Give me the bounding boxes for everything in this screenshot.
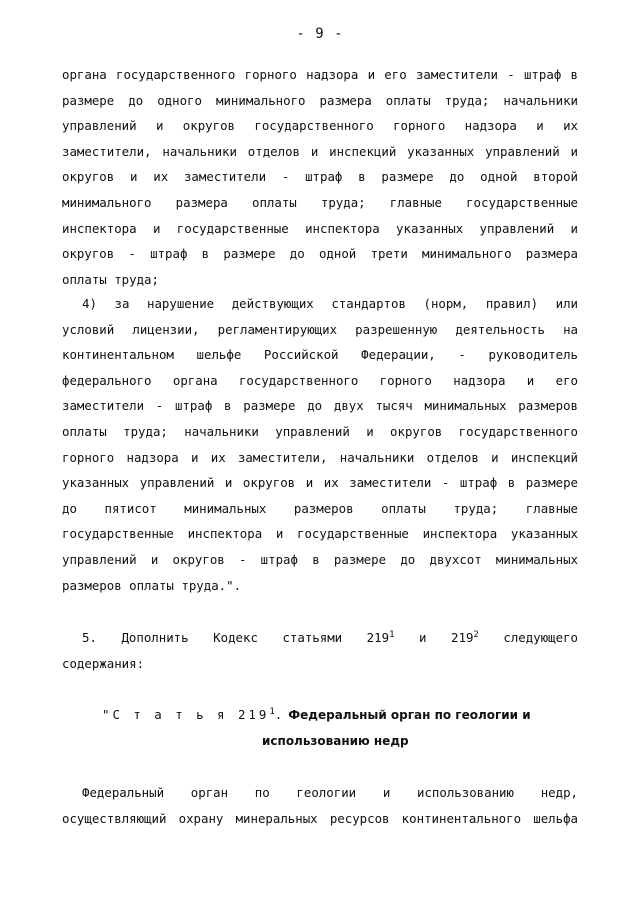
text-fragment: и 219 xyxy=(394,630,474,645)
text-line: инспектора и государственные инспектора указанных управлений и xyxy=(62,220,578,236)
article-dot: . xyxy=(274,707,283,722)
text-line: 4) за нарушение действующих стандартов (норм, правил) или xyxy=(82,296,578,311)
text-line: заместители, начальники отделов и инспекций указанных управлений и xyxy=(62,143,578,159)
superscript: 1 xyxy=(269,707,275,717)
text-line: Федеральный орган по геологии и использованию недр, xyxy=(82,785,578,800)
text-line: до пятисот минимальных размеров оплаты труда; главные xyxy=(62,500,578,516)
text-line: горного надзора и их заместители, начальники отделов и инспекций xyxy=(62,449,578,465)
article-heading xyxy=(102,702,578,753)
text-line: федерального органа государственного горного надзора и его xyxy=(62,372,578,388)
text-line: управлений и округов государственного горного надзора и их xyxy=(62,118,578,134)
paragraph-1 xyxy=(62,62,578,292)
text-line: размеров оплаты труда.". xyxy=(62,577,242,593)
text-line: условий лицензии, регламентирующих разрешенную деятельность на xyxy=(62,321,578,337)
article-heading-row-1 xyxy=(102,702,578,728)
superscript: 1 xyxy=(389,630,395,640)
superscript: 2 xyxy=(473,630,479,640)
text-line: размере до одного минимального размера оплаты труда; начальники xyxy=(62,92,578,108)
text-line: округов и их заместители - штраф в размере до одной второй xyxy=(62,169,578,185)
paragraph-2 xyxy=(62,291,578,598)
page-number: - 9 - xyxy=(296,26,344,42)
article-label: "С т а т ь я 219 xyxy=(102,707,270,722)
text-fragment: следующего xyxy=(478,630,578,645)
paragraph-3 xyxy=(62,625,578,676)
text-line: минимального размера оплаты труда; главные государственные xyxy=(62,194,578,210)
text-line: заместители - штраф в размере до двух тысяч минимальных размеров xyxy=(62,398,578,414)
text-fragment: 5. Дополнить Кодекс статьями 219 xyxy=(82,630,390,645)
text-line: оплаты труда; xyxy=(62,271,159,287)
text-line: осуществляющий охрану минеральных ресурсов континентального шельфа xyxy=(62,810,578,826)
text-line: управлений и округов - штраф в размере до двухсот минимальных xyxy=(62,551,578,567)
article-title-continued: использованию недр xyxy=(262,733,409,748)
article-title: Федеральный орган по геологии и xyxy=(288,708,531,722)
text-line: государственные инспектора и государственные инспектора указанных xyxy=(62,526,578,542)
text-line: оплаты труда; начальники управлений и округов государственного xyxy=(62,423,578,439)
article-heading-row-2 xyxy=(102,728,578,754)
text-line: указанных управлений и округов и их заместители - штраф в размере xyxy=(62,475,578,491)
text-line: содержания: xyxy=(62,655,145,671)
paragraph-4 xyxy=(62,780,578,831)
text-line xyxy=(62,625,578,651)
text-line: органа государственного горного надзора и его заместители - штраф в xyxy=(62,67,578,82)
text-line: континентальном шельфе Российской Федерации, - руководитель xyxy=(62,347,578,363)
text-line: округов - штраф в размере до одной трети минимального размера xyxy=(62,246,578,262)
